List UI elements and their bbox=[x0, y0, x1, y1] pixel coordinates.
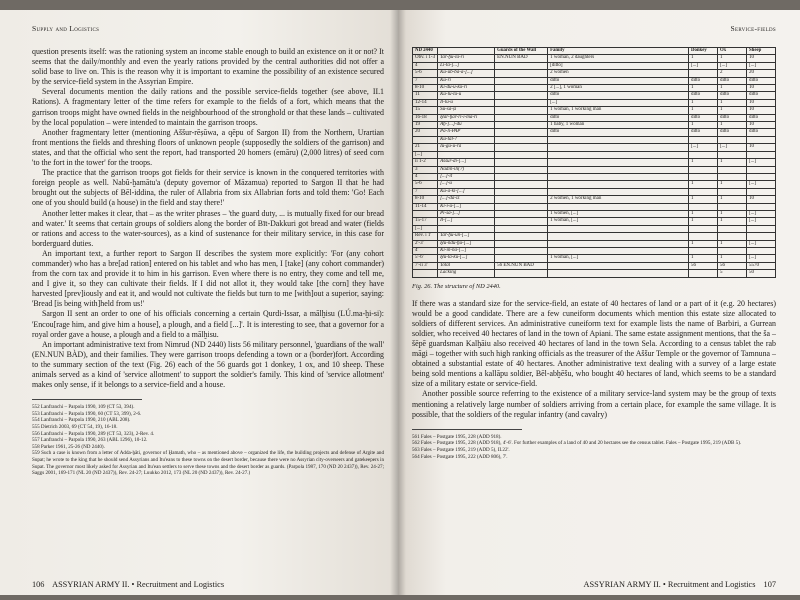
table-cell: 2 women bbox=[548, 70, 689, 77]
table-cell: [ditto] bbox=[548, 62, 689, 69]
table-cell bbox=[747, 247, 776, 254]
table-cell bbox=[495, 122, 548, 129]
right-paragraph: If there was a standard size for the service-field, an estate of 40 hectares of land or a part of it (e.g. 20 hectares) would be a good candidate. There are a few cuneiform documents which mention this estate size allocated to soldiers of different services. An administrative cuneiform text for example lists the name of Barbiri, a Gurrean soldier, who received 40 hectares of land in the town of Apiani. The same estate assignment mentions, that the ša – šēpē guardsman Kalḫāiu also received 40 hectares of land in the town Sela. According to a census tablet the rab māgi – together with such high ranking officials as the treasurer of the Aššur Temple or the governor of Tamnuna – obtained a substantial estate of 40 hectares. Another administrative text dealing with a survey of a large estate being sold mentions a kallāpu soldier, Bēl-abḫēšu, who bought 40 hectares of land, which seems to be a standard size of a military estate or service-field. bbox=[412, 298, 776, 389]
table-header-cell bbox=[438, 48, 495, 55]
table-cell bbox=[495, 181, 548, 188]
table-cell bbox=[438, 225, 495, 232]
table-header-cell: Ox bbox=[718, 48, 747, 55]
table-cell bbox=[495, 218, 548, 225]
right-paragraph: Another possible source referring to the existence of a military service-land system may be the group of texts mentioning a relatively large number of soldiers arriving from a certain place, for example the same village. It is possible, that the soldiers of the regular infantry (and cavalry) bbox=[412, 389, 776, 419]
table-cell bbox=[495, 247, 548, 254]
table-cell: 5570 bbox=[747, 262, 776, 269]
table-cell bbox=[548, 136, 689, 143]
table-cell bbox=[747, 151, 776, 158]
table-cell bbox=[495, 166, 548, 173]
table-cell: 11-14 bbox=[413, 203, 438, 210]
table-header-cell: Donkey bbox=[689, 48, 718, 55]
table-cell bbox=[495, 173, 548, 180]
table-row bbox=[413, 247, 776, 254]
table-cell: 21 bbox=[413, 144, 438, 151]
table-cell: Obv. i 1-3 bbox=[413, 55, 438, 62]
table-row bbox=[413, 181, 776, 188]
table-cell: ditto bbox=[548, 92, 689, 99]
table-cell: 1 bbox=[718, 107, 747, 114]
table-cell: 5-6 bbox=[413, 70, 438, 77]
table-cell bbox=[495, 136, 548, 143]
table-cell: 1 bbox=[689, 255, 718, 262]
table-cell: [...] bbox=[689, 62, 718, 69]
left-body bbox=[32, 47, 384, 390]
table-cell: Tar-ḫu-un-[...] bbox=[438, 233, 495, 240]
table-cell bbox=[495, 70, 548, 77]
left-paragraph: Several documents mention the daily rations and the possible service-fields together (see above, II.1 Rations). A fragmentary letter of the time refers for example to the fields of a fort, which means that the garrison troops might have owned fields in the neighbourhood of the stronghold or that these lands – cultivated by the local population – were intended to maintain the garrison troops. bbox=[32, 87, 384, 127]
table-row bbox=[413, 225, 776, 232]
table-cell bbox=[689, 166, 718, 173]
table-cell: [...] bbox=[747, 240, 776, 247]
table-cell: 2 bbox=[718, 70, 747, 77]
table-cell: [...] bbox=[747, 218, 776, 225]
table-row bbox=[413, 240, 776, 247]
table-row bbox=[413, 129, 776, 136]
table-cell: Ku-tal-? bbox=[438, 136, 495, 143]
footnote: 554 Lanfranchi – Parpola 1990, 210 (ABL 208). bbox=[32, 417, 131, 424]
table-cell bbox=[747, 173, 776, 180]
table-cell bbox=[689, 188, 718, 195]
table-cell: Il-lu-u bbox=[438, 99, 495, 106]
table-row bbox=[413, 144, 776, 151]
right-footer-title: ASSYRIAN ARMY II. • Recruitment and Logistics bbox=[583, 580, 756, 589]
footnote: 557 Lanfranchi – Parpola 1990, 263 (ABL 1296), 10-12. bbox=[32, 437, 148, 444]
table-cell: Ḫu-ndū-ḫu-[...] bbox=[438, 240, 495, 247]
table-cell bbox=[689, 270, 718, 277]
table-cell: Li-ta-[...] bbox=[438, 62, 495, 69]
table-header-cell: Sheep bbox=[747, 48, 776, 55]
footnote: 552 Lanfranchi – Parpola 1990, 109 (CT 53, 394). bbox=[32, 404, 135, 411]
table-cell: 1 women, [...] bbox=[548, 210, 689, 217]
table-cell bbox=[495, 233, 548, 240]
table-cell: 1 bbox=[689, 181, 718, 188]
table-cell: 2'-3' bbox=[413, 240, 438, 247]
table-cell: 7'-ii 3' bbox=[413, 262, 438, 269]
right-footer bbox=[583, 580, 776, 589]
table-cell bbox=[495, 270, 548, 277]
table-cell: ditto bbox=[548, 114, 689, 121]
left-running-head: Supply and Logistics bbox=[32, 24, 100, 33]
table-cell bbox=[495, 159, 548, 166]
table-cell bbox=[495, 188, 548, 195]
right-page-number: 107 bbox=[763, 580, 776, 589]
table-row bbox=[413, 218, 776, 225]
table-cell bbox=[495, 107, 548, 114]
left-page-number: 106 bbox=[32, 580, 45, 589]
table-cell bbox=[718, 136, 747, 143]
table-cell: 1 bbox=[689, 99, 718, 106]
table-cell: 1 bbox=[718, 210, 747, 217]
table-cell: Aššur-di-[...] bbox=[438, 159, 495, 166]
table-row bbox=[413, 173, 776, 180]
table-row bbox=[413, 166, 776, 173]
table-row bbox=[413, 92, 776, 99]
left-paragraph: The practice that the garrison troops got fields for their service is known in the conquered territories with foreign people as well. Nabû-ḫamātu'a (deputy governor of Māzamua) reported to Sargon II that he had brought out the subjects of Bēl-iddina, the ruler of Allabria from six Allabrian forts and told them: 'Go! Each one of you should build (a house) in the field and stay there!' bbox=[32, 168, 384, 208]
table-cell: Ḫu-ta-ku-[...] bbox=[438, 255, 495, 262]
table-cell bbox=[495, 85, 548, 92]
table-cell: Aḫ-[...]-du bbox=[438, 122, 495, 129]
table-row bbox=[413, 136, 776, 143]
table-cell: 1 bbox=[718, 218, 747, 225]
table-cell: 1 woman, [...] bbox=[548, 255, 689, 262]
table-cell: [...]-da-iz bbox=[438, 196, 495, 203]
table-cell: 1 woman, 2 daughters bbox=[548, 55, 689, 62]
table-cell: Il-[...] bbox=[438, 218, 495, 225]
table-cell: 10 bbox=[747, 85, 776, 92]
footnote: 558 Parker 1961, 25-26 (ND 2440). bbox=[32, 443, 105, 450]
table-cell: 1 bbox=[718, 159, 747, 166]
table-cell bbox=[689, 70, 718, 77]
table-row bbox=[413, 262, 776, 269]
table-row bbox=[413, 151, 776, 158]
table-cell: 1 bbox=[689, 240, 718, 247]
table-cell: 1 bbox=[718, 122, 747, 129]
table-cell bbox=[548, 181, 689, 188]
table-cell: 1 bbox=[689, 196, 718, 203]
table-row bbox=[413, 233, 776, 240]
table-cell bbox=[413, 270, 438, 277]
table-cell: EN.NUN BÀD bbox=[495, 55, 548, 62]
table-row bbox=[413, 77, 776, 84]
table-header-cell: Guards of the Wall bbox=[495, 48, 548, 55]
table-cell: 15-17 bbox=[413, 218, 438, 225]
table-cell bbox=[718, 225, 747, 232]
table-cell: 8-10 bbox=[413, 196, 438, 203]
table-cell: Ḫar-ḫar-ri-i-ma-ri bbox=[438, 114, 495, 121]
table-row bbox=[413, 85, 776, 92]
table-cell: 19 bbox=[413, 122, 438, 129]
table-cell bbox=[495, 255, 548, 262]
table-cell: ditto bbox=[747, 114, 776, 121]
table-cell: 56 EN.NUN BÀD bbox=[495, 262, 548, 269]
table-cell: 56 bbox=[718, 262, 747, 269]
table-cell bbox=[718, 173, 747, 180]
table-cell: ditto bbox=[718, 77, 747, 84]
table-cell bbox=[689, 136, 718, 143]
table-cell: Nādin-ilī(?) bbox=[438, 166, 495, 173]
table-cell: ditto bbox=[689, 129, 718, 136]
table-cell: [...] bbox=[413, 225, 438, 232]
table-cell: 8-10 bbox=[413, 85, 438, 92]
table-cell bbox=[548, 144, 689, 151]
table-header-cell: Family bbox=[548, 48, 689, 55]
table-cell: 1 bbox=[689, 159, 718, 166]
table-cell: [...]-it bbox=[438, 173, 495, 180]
table-cell: 1 woman, 1 working man bbox=[548, 107, 689, 114]
right-body bbox=[412, 299, 776, 420]
table-cell bbox=[495, 151, 548, 158]
table-cell: 10 bbox=[747, 107, 776, 114]
table-cell bbox=[718, 203, 747, 210]
table-cell: 1 bbox=[718, 196, 747, 203]
table-cell: Rev. i 1' bbox=[413, 233, 438, 240]
table-cell: ditto bbox=[548, 77, 689, 84]
left-footer-title: ASSYRIAN ARMY II. • Recruitment and Logistics bbox=[52, 580, 225, 589]
table-cell: Iu-gu-u-ra bbox=[438, 144, 495, 151]
table-cell: 1 bbox=[689, 210, 718, 217]
table-cell bbox=[747, 203, 776, 210]
table-cell: 10 bbox=[747, 122, 776, 129]
table-cell: 16-18 bbox=[413, 114, 438, 121]
table-cell bbox=[747, 166, 776, 173]
table-cell bbox=[718, 151, 747, 158]
table-cell: [...] bbox=[747, 210, 776, 217]
table-cell bbox=[689, 203, 718, 210]
table-cell: 20 bbox=[413, 129, 438, 136]
table-cell: 2 [...], 1 woman bbox=[548, 85, 689, 92]
table-cell bbox=[718, 166, 747, 173]
table-cell: 56 bbox=[689, 262, 718, 269]
table-cell: 1 bbox=[718, 99, 747, 106]
right-running-head: Service-fields bbox=[730, 24, 776, 33]
table-cell: 50 bbox=[747, 270, 776, 277]
table-cell bbox=[495, 210, 548, 217]
table-cell: 1 bbox=[689, 218, 718, 225]
table-cell bbox=[548, 188, 689, 195]
table-cell: 5'-6' bbox=[413, 255, 438, 262]
table-cell: 12-14 bbox=[413, 99, 438, 106]
left-footer bbox=[32, 580, 224, 589]
footnote: 556 Lanfranchi – Parpola 1990, 289 (CT 53, 323), 2-Rev. 4. bbox=[32, 430, 155, 437]
table-cell: ii 1-2 bbox=[413, 159, 438, 166]
table-cell: 1 baby, 1 woman bbox=[548, 122, 689, 129]
table-cell: 4 bbox=[413, 173, 438, 180]
table-cell bbox=[689, 247, 718, 254]
table-cell bbox=[438, 151, 495, 158]
book-gutter bbox=[390, 10, 406, 595]
table-cell bbox=[689, 151, 718, 158]
footnote: 559 Such a case is known from a letter of Adda-ḫāti, governor of Ḫamath, who – as mentioned above – organized the life, the building projects and defense of Argite and Supat; he wrote to the king that he should send Assyrians and Itu'eans to these towns on the desert border, because there were no Assyrian city-overseers and gatekeepers in Supat. The governor most likely asked for Assyrian and Itu'ean settlers to serve these towns and the desert border as guards. (Parpola 1987, 170 (ND 20 2437)), Rev. 24-27; Saggs 2001, 169-171 (NL 20 (ND 2437)), Rev. 24-27; Luukko 2012, 173 (NL 20 (ND 2437)), Rev. 24-27.) bbox=[32, 450, 384, 477]
table-cell bbox=[495, 99, 548, 106]
table-cell: [...] bbox=[747, 62, 776, 69]
table-row bbox=[413, 99, 776, 106]
table-cell: [...] bbox=[548, 99, 689, 106]
table-cell: Ku-a-ki-[...] bbox=[438, 188, 495, 195]
table-cell bbox=[747, 225, 776, 232]
table-cell bbox=[689, 233, 718, 240]
table-cell: 5-6 bbox=[413, 181, 438, 188]
table-cell bbox=[413, 210, 438, 217]
table-cell bbox=[495, 62, 548, 69]
table-cell: 2 women, 1 working man bbox=[548, 196, 689, 203]
table-cell bbox=[495, 144, 548, 151]
footnote: 564 Fales – Postgate 1995, 222 (ADD 806), 7'. bbox=[412, 453, 508, 460]
table-cell bbox=[689, 173, 718, 180]
table-row bbox=[413, 270, 776, 277]
left-paragraph: An important administrative text from Nimrud (ND 2440) lists 56 military personnel, 'guardians of the wall' (EN.NUN BÀD), and their families. They were garrison troops defending a town or a (border)fort. According to the summary section of the text (Fig. 26) each of the 56 guards got 1 donkey, 1 ox, and 10 sheep. These animals served as a kind of 'service allotment' to support the soldier's family. This kind of 'service allotment' makes only sense, if it belongs to a service-field and a house. bbox=[32, 339, 384, 390]
table-cell bbox=[548, 225, 689, 232]
table-cell bbox=[689, 225, 718, 232]
table-cell bbox=[747, 233, 776, 240]
table-cell bbox=[548, 270, 689, 277]
table-cell bbox=[495, 240, 548, 247]
table-cell bbox=[548, 262, 689, 269]
table-cell: ditto bbox=[718, 129, 747, 136]
table-row bbox=[413, 114, 776, 121]
table-row bbox=[413, 62, 776, 69]
table-cell bbox=[495, 114, 548, 121]
table-cell: Ki-in-na-[...] bbox=[438, 247, 495, 254]
table-cell: 1 bbox=[718, 240, 747, 247]
table-cell bbox=[495, 203, 548, 210]
table-cell bbox=[548, 203, 689, 210]
table-cell bbox=[495, 225, 548, 232]
table-cell: ditto bbox=[689, 92, 718, 99]
nd-2440-table bbox=[412, 47, 776, 278]
table-row bbox=[413, 107, 776, 114]
table-cell bbox=[548, 173, 689, 180]
table-cell: 10 bbox=[747, 99, 776, 106]
table-cell: 1 bbox=[718, 181, 747, 188]
table-cell: ditto bbox=[718, 92, 747, 99]
table-row bbox=[413, 210, 776, 217]
table-body bbox=[413, 55, 776, 277]
table-cell bbox=[718, 188, 747, 195]
table-cell: 3 bbox=[413, 166, 438, 173]
left-paragraph: Sargon II sent an order to one of his officials concerning a certain Qurdi-Issar, a mālḫisu (LÚ.ma-ḫi-si): 'Encou[rage him, and give him a house], a plough, and a field [...]'. It is interesting to see, that a governor for a royal order gave a house, a plough and a field to a mālḫisu. bbox=[32, 309, 384, 339]
table-cell bbox=[548, 247, 689, 254]
table-cell: 10 bbox=[747, 144, 776, 151]
table-row bbox=[413, 188, 776, 195]
table-cell: 5 bbox=[718, 270, 747, 277]
footnote: 555 Dietrich 2003, 69 (CT 54, 19), 16-18. bbox=[32, 423, 118, 430]
table-cell bbox=[548, 233, 689, 240]
table-cell: ditto bbox=[747, 129, 776, 136]
table-cell bbox=[495, 77, 548, 84]
table-row bbox=[413, 70, 776, 77]
table-cell: 11 bbox=[413, 92, 438, 99]
table-cell: 4 bbox=[413, 62, 438, 69]
table-header-cell: ND 2440 bbox=[413, 48, 438, 55]
table-cell: 4' bbox=[413, 247, 438, 254]
table-cell: [...] bbox=[689, 144, 718, 151]
table-cell: Su-sa-ṣi bbox=[438, 107, 495, 114]
table-cell bbox=[718, 247, 747, 254]
table-cell bbox=[495, 92, 548, 99]
table-cell: 1 bbox=[689, 122, 718, 129]
table-cell bbox=[495, 196, 548, 203]
table-cell bbox=[548, 159, 689, 166]
table-cell: Pi-sa-[...] bbox=[438, 210, 495, 217]
table-cell bbox=[718, 233, 747, 240]
table-cell: [...] bbox=[718, 144, 747, 151]
table-cell: [...] bbox=[747, 181, 776, 188]
table-cell: 15 bbox=[413, 107, 438, 114]
table-cell: 1 bbox=[718, 55, 747, 62]
table-cell: Ki-du-u-ku-ri bbox=[438, 85, 495, 92]
table-cell: 10 bbox=[747, 55, 776, 62]
table-cell: 1 bbox=[689, 107, 718, 114]
footnote: 562 Fales – Postgate 1995, 228 (ADD 918), 4'-6'. For further examples of a land of 40 and 20 hectares see the census tablet. Fales – Postgate 1995, 219 (ADB 5). bbox=[412, 440, 742, 447]
footnote-rule bbox=[412, 429, 522, 430]
table-row bbox=[413, 255, 776, 262]
table-cell: Pa-li-PAP bbox=[438, 129, 495, 136]
figure-caption: Fig. 26. The structure of ND 2440. bbox=[412, 282, 501, 290]
table-cell bbox=[413, 136, 438, 143]
left-paragraph: Another fragmentary letter (mentioning Aššur-rēṣūwa, a qēpu of Sargon II) from the Northern, Urartian front mentions the fields and threshing floors of unknown people (supposedly the soldiers of the garrison) and states, and that the official who sent the report, had transported 20 homers (emāru) (2,000 litres) of seed corn 'to the fort in the tower' for the troops. bbox=[32, 127, 384, 168]
table-cell: [...] bbox=[718, 62, 747, 69]
table-cell: 1 bbox=[689, 55, 718, 62]
left-paragraph: question presents itself: was the rationing system an income stable enough to build an existence on it or not? It seems that the daily/monthly and even the yearly rations provided by the central authorities did not offer a solid base to live on. This is the reason why it is important to examine the possibility of an existence secured by the service-field system in the Assyrian Empire. bbox=[32, 47, 384, 87]
table-cell bbox=[548, 151, 689, 158]
table-cell: ditto bbox=[689, 114, 718, 121]
footnote: 553 Lanfranchi – Parpola 1990, 60 (CT 53, 399), 2-6. bbox=[32, 410, 142, 417]
table-cell: Ku-lū-lu-u bbox=[438, 92, 495, 99]
table-cell: [...] bbox=[747, 159, 776, 166]
table-row bbox=[413, 203, 776, 210]
table-cell: 7 bbox=[413, 77, 438, 84]
right-footnotes bbox=[412, 434, 776, 460]
table-row bbox=[413, 159, 776, 166]
table-cell: Tar-ḫu-la-ri bbox=[438, 55, 495, 62]
table-cell: 1 bbox=[718, 255, 747, 262]
table-cell: [...] bbox=[413, 151, 438, 158]
left-paragraph: Another letter makes it clear, that – as the writer phrases – 'the guard duty, ... is mutually fixed for our bread and water.' It seems that certain groups of soldiers along the border of Bīt-Dakkuri got bread and water (fields or rations and access to the water-sources), as a kind of sustenance for their military service, in this case for borderguard duties. bbox=[32, 208, 384, 248]
left-page bbox=[0, 10, 398, 595]
table-cell: 1 bbox=[718, 85, 747, 92]
left-paragraph: An important text, a further report to Sargon II describes the system more explicitly: 'For (any cohort commander) who has a bre[ad ration] entered on his tablet and who has men, I [take] (any cohort commander) from the corn tax and provide it to him in his garrison. Even where there is no entry, they come and tell me, and I give it, so they can cultivate their fields. If I did not allot it, they would take [the corn] they have harvested [prev]iously and eat it, and would not cultivate the fields but turn to me [with]out a superior, saying: 'Bread [is being with]held from us!' bbox=[32, 248, 384, 309]
footnote-rule bbox=[32, 399, 142, 400]
table-cell bbox=[747, 188, 776, 195]
table-row bbox=[413, 196, 776, 203]
table-cell: Ku-ri bbox=[438, 77, 495, 84]
table-cell: ditto bbox=[689, 77, 718, 84]
table-cell: ditto bbox=[548, 129, 689, 136]
table-cell: 10 bbox=[747, 196, 776, 203]
table-cell bbox=[495, 129, 548, 136]
table-cell: 1 woman, [...] bbox=[548, 218, 689, 225]
table-cell: Total bbox=[438, 262, 495, 269]
table-cell bbox=[548, 240, 689, 247]
table-cell: 7 bbox=[413, 188, 438, 195]
table-cell: Ku-ub-ba-a-[...] bbox=[438, 70, 495, 77]
table-cell bbox=[747, 136, 776, 143]
table-cell: 20 bbox=[747, 70, 776, 77]
table-cell: ditto bbox=[718, 114, 747, 121]
table-cell: Lacking bbox=[438, 270, 495, 277]
table-cell: ditto bbox=[747, 77, 776, 84]
table-row bbox=[413, 122, 776, 129]
table-cell: 1 bbox=[689, 85, 718, 92]
table-cell bbox=[548, 166, 689, 173]
table-cell: [...]-u bbox=[438, 181, 495, 188]
table-cell: Ki-i-u-[...] bbox=[438, 203, 495, 210]
footnote: 563 Fales – Postgate 1995, 219 (ADD 5), II.22'. bbox=[412, 446, 510, 453]
table-cell: [...] bbox=[747, 255, 776, 262]
right-page bbox=[398, 10, 800, 595]
table-header-row bbox=[413, 48, 776, 55]
footnote: 561 Fales – Postgate 1995, 228 (ADD 918). bbox=[412, 433, 502, 440]
left-footnotes bbox=[32, 404, 384, 477]
table-cell: ditto bbox=[747, 92, 776, 99]
table-row bbox=[413, 55, 776, 62]
